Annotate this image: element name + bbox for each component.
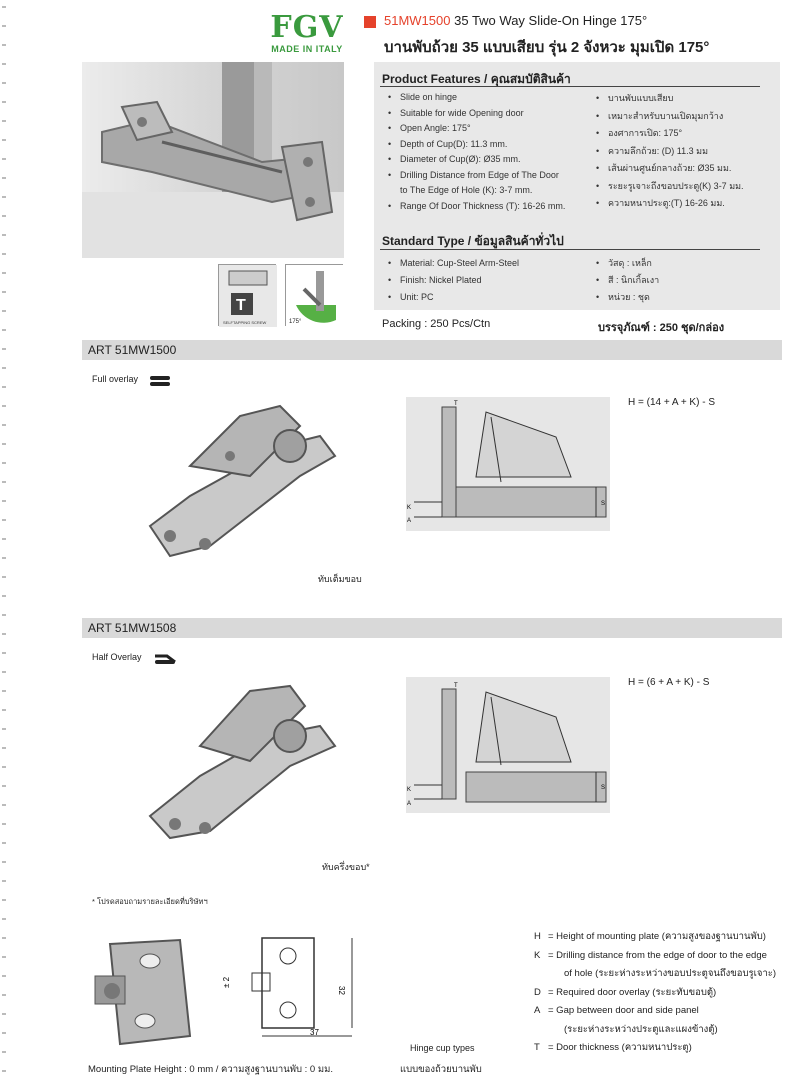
feature-item: • เหมาะสำหรับบานเปิดมุมกว้าง bbox=[594, 108, 744, 126]
art2-label-s: S bbox=[601, 785, 606, 791]
binding-hole bbox=[2, 823, 6, 825]
feature-item: • Open Angle: 175° bbox=[386, 121, 565, 137]
mounting-plate-height: Mounting Plate Height : 0 mm / ความสูงฐานบานพับ : 0 มม. bbox=[88, 1064, 334, 1075]
binding-hole bbox=[2, 196, 6, 198]
svg-text:T: T bbox=[236, 297, 246, 314]
legend-row bbox=[534, 947, 776, 966]
binding-hole bbox=[2, 367, 6, 369]
feature-item: • เส้นผ่านศูนย์กลางถ้วย: Ø35 มม. bbox=[594, 160, 744, 178]
binding-hole bbox=[2, 310, 6, 312]
feature-item: • องศาการเปิด: 175° bbox=[594, 125, 744, 143]
binding-hole bbox=[2, 937, 6, 939]
feature-item: • Diameter of Cup(Ø): Ø35 mm. bbox=[386, 152, 565, 168]
binding-hole bbox=[2, 291, 6, 293]
binding-hole bbox=[2, 519, 6, 521]
art1-formula: H = (14 + A + K) - S bbox=[628, 397, 715, 408]
art2-overlay-label: Half Overlay bbox=[92, 652, 142, 662]
legend-key bbox=[534, 1021, 548, 1040]
binding-hole bbox=[2, 747, 6, 749]
binding-hole bbox=[2, 633, 6, 635]
opening-angle-icon bbox=[285, 264, 343, 326]
legend-text: = Door thickness (ความหนาประตู) bbox=[548, 1042, 692, 1053]
binding-hole bbox=[2, 424, 6, 426]
legend-row bbox=[534, 1021, 776, 1040]
binding-hole bbox=[2, 956, 6, 958]
plate-dim-37: 37 bbox=[310, 1028, 319, 1037]
features-rule bbox=[380, 86, 760, 87]
binding-hole bbox=[2, 139, 6, 141]
binding-hole bbox=[2, 804, 6, 806]
feature-item: • Unit: PC bbox=[386, 289, 519, 306]
binding-hole bbox=[2, 234, 6, 236]
feature-item: • สี : นิกเกิ้ลเงา bbox=[594, 272, 659, 289]
binding-hole bbox=[2, 272, 6, 274]
binding-hole bbox=[2, 652, 6, 654]
art2-label-a: A bbox=[407, 801, 412, 807]
binding-hole bbox=[2, 462, 6, 464]
binding-hole bbox=[2, 1051, 6, 1053]
feature-item: • ความลึกถ้วย: (D) 11.3 มม bbox=[594, 143, 744, 161]
binding-hole bbox=[2, 690, 6, 692]
feature-item: • Finish: Nickel Plated bbox=[386, 272, 519, 289]
binding-hole bbox=[2, 557, 6, 559]
art1-technical-drawing bbox=[406, 397, 610, 531]
art1-hinge-image bbox=[130, 396, 345, 566]
binding-hole bbox=[2, 177, 6, 179]
packing-th: บรรจุภัณฑ์ : 250 ชุด/กล่อง bbox=[598, 322, 725, 334]
art1-bar: ART 51MW1500 bbox=[82, 340, 782, 360]
binding-holes bbox=[0, 0, 10, 1082]
product-photo bbox=[82, 62, 344, 258]
legend-text: (ระยะห่างระหว่างประตูและแผงข้างตู้) bbox=[564, 1023, 718, 1035]
binding-hole bbox=[2, 918, 6, 920]
binding-hole bbox=[2, 1070, 6, 1072]
binding-hole bbox=[2, 595, 6, 597]
feature-item: • Material: Cup-Steel Arm-Steel bbox=[386, 255, 519, 272]
legend-row bbox=[534, 1039, 776, 1058]
binding-hole bbox=[2, 1032, 6, 1034]
binding-hole bbox=[2, 538, 6, 540]
binding-hole bbox=[2, 329, 6, 331]
binding-hole bbox=[2, 101, 6, 103]
features-list-en bbox=[386, 90, 565, 214]
art2-label-t: T bbox=[454, 683, 458, 689]
feature-item: • Drilling Distance from Edge of The Door bbox=[386, 168, 565, 184]
legend-key: D bbox=[534, 986, 541, 998]
art2-technical-drawing bbox=[406, 677, 610, 813]
binding-hole bbox=[2, 880, 6, 882]
mounting-plate-drawing bbox=[224, 928, 364, 1043]
binding-hole bbox=[2, 25, 6, 27]
art1-label-s: S bbox=[601, 501, 606, 507]
feature-item: • หน่วย : ชุด bbox=[594, 289, 659, 306]
binding-hole bbox=[2, 158, 6, 160]
selftapping-screw-icon bbox=[218, 264, 276, 326]
legend-key: K bbox=[534, 949, 541, 961]
art2-bar: ART 51MW1508 bbox=[82, 618, 782, 638]
binding-hole bbox=[2, 481, 6, 483]
binding-hole bbox=[2, 975, 6, 977]
binding-hole bbox=[2, 861, 6, 863]
art2-label-k: K bbox=[407, 787, 412, 793]
made-in-italy: MADE IN ITALY bbox=[271, 44, 343, 54]
feature-item: • Suitable for wide Opening door bbox=[386, 106, 565, 122]
half-overlay-icon bbox=[155, 651, 175, 661]
legend-key bbox=[534, 965, 548, 984]
features-list-th bbox=[594, 90, 744, 213]
packing-en: Packing : 250 Pcs/Ctn bbox=[382, 318, 491, 330]
legend-text: = Drilling distance from the edge of door to the edge bbox=[548, 949, 767, 961]
dimension-legend bbox=[534, 928, 776, 1058]
feature-item: • Slide on hinge bbox=[386, 90, 565, 106]
product-title-th: บานพับถ้วย 35 แบบเสียบ รุ่น 2 จังหวะ มุมเปิด 175° bbox=[384, 39, 710, 56]
feature-item: • วัสดุ : เหล็ก bbox=[594, 255, 659, 272]
standard-rule bbox=[380, 249, 760, 250]
hinge-cup-types-th: แบบของถ้วยบานพับ bbox=[400, 1064, 482, 1075]
art1-caption: ทับเต็มขอบ bbox=[318, 574, 362, 584]
binding-hole bbox=[2, 766, 6, 768]
legend-row bbox=[534, 1002, 776, 1021]
standard-title: Standard Type / ข้อมูลสินค้าทั่วไป bbox=[382, 234, 564, 248]
binding-hole bbox=[2, 614, 6, 616]
art1-label-t: T bbox=[454, 401, 458, 407]
feature-item: • ระยะรูเจาะถึงขอบประตู(K) 3-7 มม. bbox=[594, 178, 744, 196]
logo-mark: FGV bbox=[270, 10, 344, 45]
feature-item: • ความหนาประตู:(T) 16-26 มม. bbox=[594, 195, 744, 213]
feature-item: • บานพับแบบเสียบ bbox=[594, 90, 744, 108]
art1-label-a: A bbox=[407, 518, 412, 524]
legend-text: = Gap between door and side panel bbox=[548, 1005, 699, 1016]
title-marker bbox=[364, 16, 376, 28]
hinge-cup-types-en: Hinge cup types bbox=[410, 1043, 475, 1053]
legend-key: A bbox=[534, 1005, 541, 1016]
art1-label-k: K bbox=[407, 505, 412, 511]
legend-row bbox=[534, 928, 776, 947]
angle-label: 175° bbox=[289, 319, 302, 325]
binding-hole bbox=[2, 443, 6, 445]
mounting-plate-photo bbox=[90, 936, 198, 1048]
art2-hinge-image bbox=[140, 676, 345, 846]
binding-hole bbox=[2, 500, 6, 502]
standard-list-th bbox=[594, 255, 659, 306]
features-title: Product Features / คุณสมบัติสินค้า bbox=[382, 72, 571, 86]
binding-hole bbox=[2, 576, 6, 578]
legend-text: = Required door overlay (ระยะทับขอบตู้) bbox=[548, 986, 717, 998]
binding-hole bbox=[2, 671, 6, 673]
legend-text: of hole (ระยะห่างระหว่างขอบประตูจนถึงขอบรูเจาะ) bbox=[564, 968, 777, 979]
full-overlay-icon bbox=[150, 373, 170, 383]
art2-caption: ทับครึ่งขอบ* bbox=[322, 862, 370, 872]
feature-item: • Depth of Cup(D): 11.3 mm. bbox=[386, 137, 565, 153]
binding-hole bbox=[2, 63, 6, 65]
plate-dim-pm2: ± 2 bbox=[222, 976, 231, 988]
binding-hole bbox=[2, 120, 6, 122]
binding-hole bbox=[2, 253, 6, 255]
binding-hole bbox=[2, 405, 6, 407]
plate-dim-32: 32 bbox=[337, 986, 346, 995]
feature-item: to The Edge of Hole (K): 3-7 mm. bbox=[400, 185, 533, 195]
binding-hole bbox=[2, 82, 6, 84]
feature-item: • Range Of Door Thickness (T): 16-26 mm. bbox=[386, 199, 565, 215]
legend-key: T bbox=[534, 1042, 540, 1053]
product-code: 51MW1500 bbox=[384, 13, 451, 28]
hinge-photo-illustration bbox=[82, 62, 344, 258]
binding-hole bbox=[2, 899, 6, 901]
binding-hole bbox=[2, 1013, 6, 1015]
binding-hole bbox=[2, 994, 6, 996]
legend-text: = Height of mounting plate (ความสูงของฐานบานพับ) bbox=[548, 931, 766, 942]
binding-hole bbox=[2, 44, 6, 46]
binding-hole bbox=[2, 842, 6, 844]
product-title-en: 35 Two Way Slide-On Hinge 175° bbox=[454, 13, 648, 28]
binding-hole bbox=[2, 6, 6, 8]
binding-hole bbox=[2, 709, 6, 711]
product-title bbox=[384, 13, 647, 28]
footnote: * โปรดสอบถามรายละเอียดที่บริษัทฯ bbox=[92, 897, 208, 906]
binding-hole bbox=[2, 215, 6, 217]
art2-formula: H = (6 + A + K) - S bbox=[628, 677, 710, 688]
legend-row bbox=[534, 965, 776, 984]
legend-row bbox=[534, 984, 776, 1003]
screw-label: SELFTAPPING SCREW bbox=[223, 320, 267, 325]
art1-overlay-label: Full overlay bbox=[92, 374, 139, 384]
standard-list-en bbox=[386, 255, 519, 306]
binding-hole bbox=[2, 785, 6, 787]
legend-key: H bbox=[534, 931, 541, 942]
binding-hole bbox=[2, 728, 6, 730]
binding-hole bbox=[2, 348, 6, 350]
binding-hole bbox=[2, 386, 6, 388]
fgv-logo bbox=[262, 12, 352, 54]
